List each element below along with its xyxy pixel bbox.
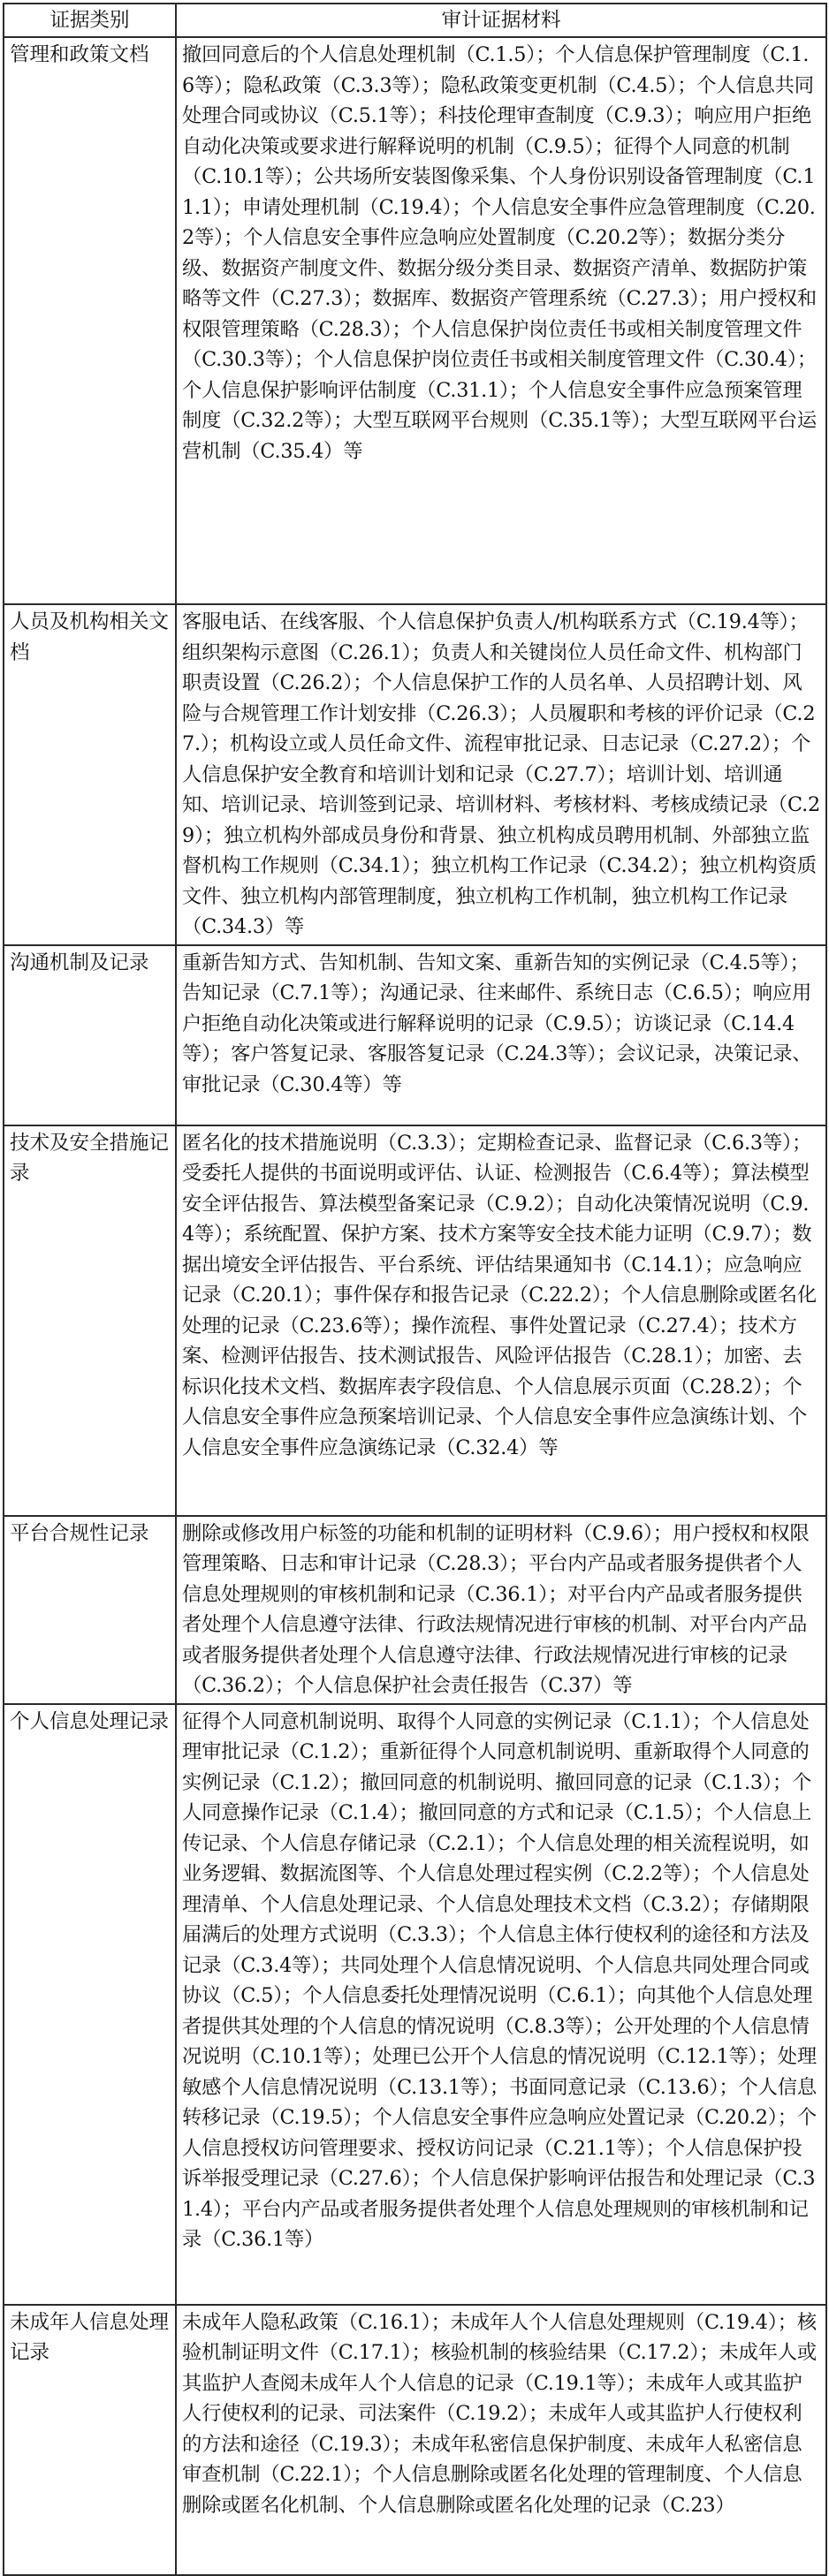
materials-cell: 撤回同意后的个人信息处理机制（C.1.5）；个人信息保护管理制度（C.1.6等）；隐私政策（C.3.3等）；隐私政策变更机制（C.4.5）；个人信息共同处理合同或协议（C.5.1等）；科技伦理审查制度（C.9.3）；响应用户拒绝自动化决策或要求进行解释说明的机制（C.9.5）；征得个人同意的机制（C.10.1等）；公共场所安装图像采集、个人身份识别设备管理制度（C.11.1）；申请处理机制（C.19.4）；个人信息安全事件应急管理制度（C.20.2等）；个人信息安全事件应急响应处置制度（C.20.2等）；数据分类分级、数据资产制度文件、数据分级分类目录、数据资产清单、数据防护策略等文件（C.27.3）；数据库、数据资产管理系统（C.27.3）；用户授权和权限管理策略（C.28.3）；个人信息保护岗位责任书或相关制度管理文件（C.30.3等）；个人信息保护岗位责任书或相关制度管理文件（C.30.4）；个人信息保护影响评估制度（C.31.1）；个人信息安全事件应急预案管理制度（C.32.2等）；大型互联网平台规则（C.35.1等）；大型互联网平台运营机制（C.35.4）等 [176, 37, 826, 604]
category-cell: 未成年人信息处理记录 [4, 2305, 176, 2575]
category-cell: 沟通机制及记录 [4, 945, 176, 1125]
category-cell: 个人信息处理记录 [4, 1704, 176, 2305]
category-cell: 人员及机构相关文档 [4, 604, 176, 945]
table-header [4, 4, 826, 37]
materials-cell: 征得个人同意机制说明、取得个人同意的实例记录（C.1.1）；个人信息处理审批记录（C.1.2）；重新征得个人同意机制说明、重新取得个人同意的实例记录（C.1.2）；撤回同意的机制说明、撤回同意的记录（C.1.3）；个人同意操作记录（C.1.4）；撤回同意的方式和记录（C.1.5）；个人信息上传记录、个人信息存储记录（C.2.1）；个人信息处理的相关流程说明，如业务逻辑、数据流图等、个人信息处理过程实例（C.2.2等）；个人信息处理清单、个人信息处理记录、个人信息处理技术文档（C.3.2）；存储期限届满后的处理方式说明（C.3.3）；个人信息主体行使权利的途径和方法及记录（C.3.4等）；共同处理个人信息情况说明、个人信息共同处理合同或协议（C.5）；个人信息委托处理情况说明（C.6.1）；向其他个人信息处理者提供其处理的个人信息的情况说明（C.8.3等）；公开处理的个人信息情况说明（C.10.1等）；处理已公开个人信息的情况说明（C.12.1等）；处理敏感个人信息情况说明（C.13.1等）；书面同意记录（C.13.6）；个人信息转移记录（C.19.5）；个人信息安全事件应急响应处置记录（C.20.2）；个人信息授权访问管理要求、授权访问记录（C.21.1等）；个人信息保护投诉举报受理记录（C.27.6）；个人信息保护影响评估报告和处理记录（C.31.4）；平台内产品或者服务提供者处理个人信息处理规则的审核机制和记录（C.36.1等） [176, 1704, 826, 2305]
category-cell: 管理和政策文档 [4, 37, 176, 604]
audit-evidence-table [3, 3, 827, 2576]
materials-cell: 未成年人隐私政策（C.16.1）；未成年人个人信息处理规则（C.19.4）；核验机制证明文件（C.17.1）；核验机制的核验结果（C.17.2）；未成年人或其监护人查阅未成年人个人信息的记录（C.19.1等）；未成年人或其监护人行使权利的记录、司法案件（C.19.2）；未成年人或其监护人行使权利的方法和途径（C.19.3）；未成年私密信息保护制度、未成年人私密信息审查机制（C.22.1）；个人信息删除或匿名化处理的管理制度、个人信息删除或匿名化机制、个人信息删除或匿名化处理的记录（C.23） [176, 2305, 826, 2575]
table-body [4, 37, 826, 2575]
table-row [4, 945, 826, 1125]
table-row [4, 37, 826, 604]
table-row [4, 2305, 826, 2575]
table-row [4, 604, 826, 945]
table-row [4, 1704, 826, 2305]
materials-cell: 重新告知方式、告知机制、告知文案、重新告知的实例记录（C.4.5等）；告知记录（C.7.1等）；沟通记录、往来邮件、系统日志（C.6.5）；响应用户拒绝自动化决策或进行解释说明的记录（C.9.5）；访谈记录（C.14.4等）；客户答复记录、客服答复记录（C.24.3等）；会议记录，决策记录、审批记录（C.30.4等）等 [176, 945, 826, 1125]
materials-cell: 客服电话、在线客服、个人信息保护负责人/机构联系方式（C.19.4等）；组织架构示意图（C.26.1）；负责人和关键岗位人员任命文件、机构部门职责设置（C.26.2）；个人信息保护工作的人员名单、人员招聘计划、风险与合规管理工作计划安排（C.26.3）；人员履职和考核的评价记录（C.27.）；机构设立或人员任命文件、流程审批记录、日志记录（C.27.2）；个人信息保护安全教育和培训计划和记录（C.27.7）；培训计划、培训通知、培训记录、培训签到记录、培训材料、考核材料、考核成绩记录（C.29）；独立机构外部成员身份和背景、独立机构成员聘用机制、外部独立监督机构工作规则（C.34.1）；独立机构工作记录（C.34.2）；独立机构资质文件、独立机构内部管理制度，独立机构工作机制，独立机构工作记录（C.34.3）等 [176, 604, 826, 945]
category-cell: 技术及安全措施记录 [4, 1125, 176, 1516]
table-row [4, 1516, 826, 1704]
header-row [4, 4, 826, 37]
table-row [4, 1125, 826, 1516]
materials-cell: 匿名化的技术措施说明（C.3.3）；定期检查记录、监督记录（C.6.3等）；受委托人提供的书面说明或评估、认证、检测报告（C.6.4等）；算法模型安全评估报告、算法模型备案记录（C.9.2）；自动化决策情况说明（C.9.4等）；系统配置、保护方案、技术方案等安全技术能力证明（C.9.7）；数据出境安全评估报告、平台系统、评估结果通知书（C.14.1）；应急响应记录（C.20.1）；事件保存和报告记录（C.22.2）；个人信息删除或匿名化处理的记录（C.23.6等）；操作流程、事件处置记录（C.27.4）；技术方案、检测评估报告、技术测试报告、风险评估报告（C.28.1）；加密、去标识化技术文档、数据库表字段信息、个人信息展示页面（C.28.2）；个人信息安全事件应急预案培训记录、个人信息安全事件应急演练计划、个人信息安全事件应急演练记录（C.32.4）等 [176, 1125, 826, 1516]
header-materials: 审计证据材料 [176, 4, 826, 37]
header-category: 证据类别 [4, 4, 176, 37]
materials-cell: 删除或修改用户标签的功能和机制的证明材料（C.9.6）；用户授权和权限管理策略、日志和审计记录（C.28.3）；平台内产品或者服务提供者个人信息处理规则的审核机制和记录（C.36.1）；对平台内产品或者服务提供者处理个人信息遵守法律、行政法规情况进行审核的机制、对平台内产品或者服务提供者处理个人信息遵守法律、行政法规情况进行审核的记录（C.36.2）；个人信息保护社会责任报告（C.37）等 [176, 1516, 826, 1704]
category-cell: 平台合规性记录 [4, 1516, 176, 1704]
